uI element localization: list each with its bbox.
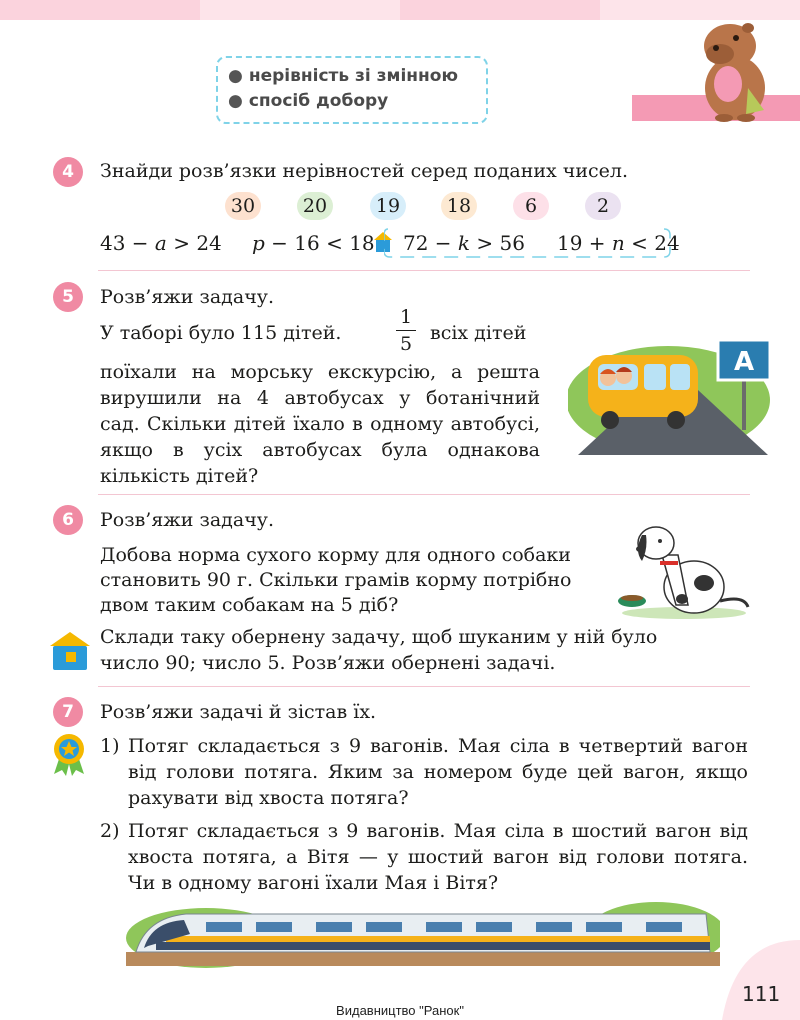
- list-item-label: 2): [100, 820, 120, 842]
- medal-icon: [50, 732, 88, 776]
- task-text-line: Потяг складається з 9 вагонів. Мая сіла в четвертий вагон: [128, 735, 748, 757]
- keywords-box: [216, 56, 488, 124]
- section-divider: [98, 270, 750, 271]
- inequality: 43 − a > 24: [100, 231, 222, 255]
- number-chip: 30: [225, 192, 261, 220]
- bus-illustration: [568, 330, 778, 455]
- task-text-line: кількість дітей?: [100, 465, 259, 487]
- task-number-badge: 5: [53, 282, 83, 312]
- number-chip: 6: [513, 192, 549, 220]
- number-chip: 2: [585, 192, 621, 220]
- dog-illustration: [612, 515, 752, 620]
- task-prompt: Знайди розв’язки нерівностей серед поданих чисел.: [100, 160, 629, 182]
- top-color-strip: [0, 0, 800, 20]
- task-text-line: рахувати від хвоста потяга?: [128, 787, 409, 809]
- task-text-line: Потяг складається з 9 вагонів. Мая сіла в шостий вагон від: [128, 820, 748, 842]
- task-text-line: число 90; число 5. Розв’яжи обернені задачі.: [100, 652, 556, 674]
- task-text-line: У таборі було 115 дітей.: [100, 322, 342, 344]
- inequality: p − 16 < 18: [252, 231, 375, 255]
- list-item-label: 1): [100, 735, 120, 757]
- fraction-bar: [396, 330, 416, 331]
- page-number: 111: [742, 982, 781, 1006]
- keyword-item: ● нерівність зі змінною: [228, 66, 458, 86]
- task-text-line: від голови потяга. Яким за номером буде цей вагон, якщо: [128, 761, 748, 783]
- task-text-line: сад. Скільки дітей їхало в одному автобусі,: [100, 413, 540, 435]
- task-number-badge: 7: [53, 697, 83, 727]
- house-icon: [50, 632, 90, 670]
- task-text-line: двом таким собакам на 5 діб?: [100, 594, 399, 616]
- section-divider: [98, 494, 750, 495]
- task-text-line: Чи в одному вагоні їхали Мая і Вітя?: [128, 872, 499, 894]
- section-divider: [98, 686, 750, 687]
- sign-letter: A: [733, 347, 755, 377]
- number-chip: 19: [370, 192, 406, 220]
- keyword-item: ● спосіб добору: [228, 91, 389, 111]
- task-prompt: Розв’яжи задачу.: [100, 509, 274, 531]
- task-text-line: Добова норма сухого корму для одного собаки: [100, 544, 571, 566]
- inequality: 72 − k > 56: [403, 231, 525, 255]
- task-text-line: хвоста потяга, а Вітя — у шостий вагон від голови потяга.: [128, 846, 748, 868]
- task-text-line: становить 90 г. Скільки грамів корму потрібно: [100, 569, 572, 591]
- task-prompt: Розв’яжи задачі й зістав їх.: [100, 701, 377, 723]
- task-text-line: вирушили на 4 автобусах у ботанічний: [100, 387, 540, 409]
- number-chip: 18: [441, 192, 477, 220]
- task-text-line: Склади таку обернену задачу, щоб шуканим у ній було: [100, 626, 658, 648]
- fraction: [396, 306, 416, 355]
- capybara-mascot-icon: [690, 18, 780, 122]
- publisher-footer: Видавництво "Ранок": [336, 1003, 464, 1018]
- train-illustration: [126, 898, 720, 972]
- task-number-badge: 6: [53, 505, 83, 535]
- fraction-denominator: 5: [399, 333, 413, 355]
- number-chip: 20: [297, 192, 333, 220]
- fraction-numerator: 1: [399, 306, 413, 328]
- task-number-badge: 4: [53, 157, 83, 187]
- task-prompt: Розв’яжи задачу.: [100, 286, 274, 308]
- inequality: 19 + n < 24: [557, 231, 680, 255]
- task-text-line: всіх дітей: [430, 322, 527, 344]
- task-text-line: поїхали на морську екскурсію, а решта: [100, 361, 540, 383]
- task-text-line: якщо в усіх автобусах була однакова: [100, 439, 540, 461]
